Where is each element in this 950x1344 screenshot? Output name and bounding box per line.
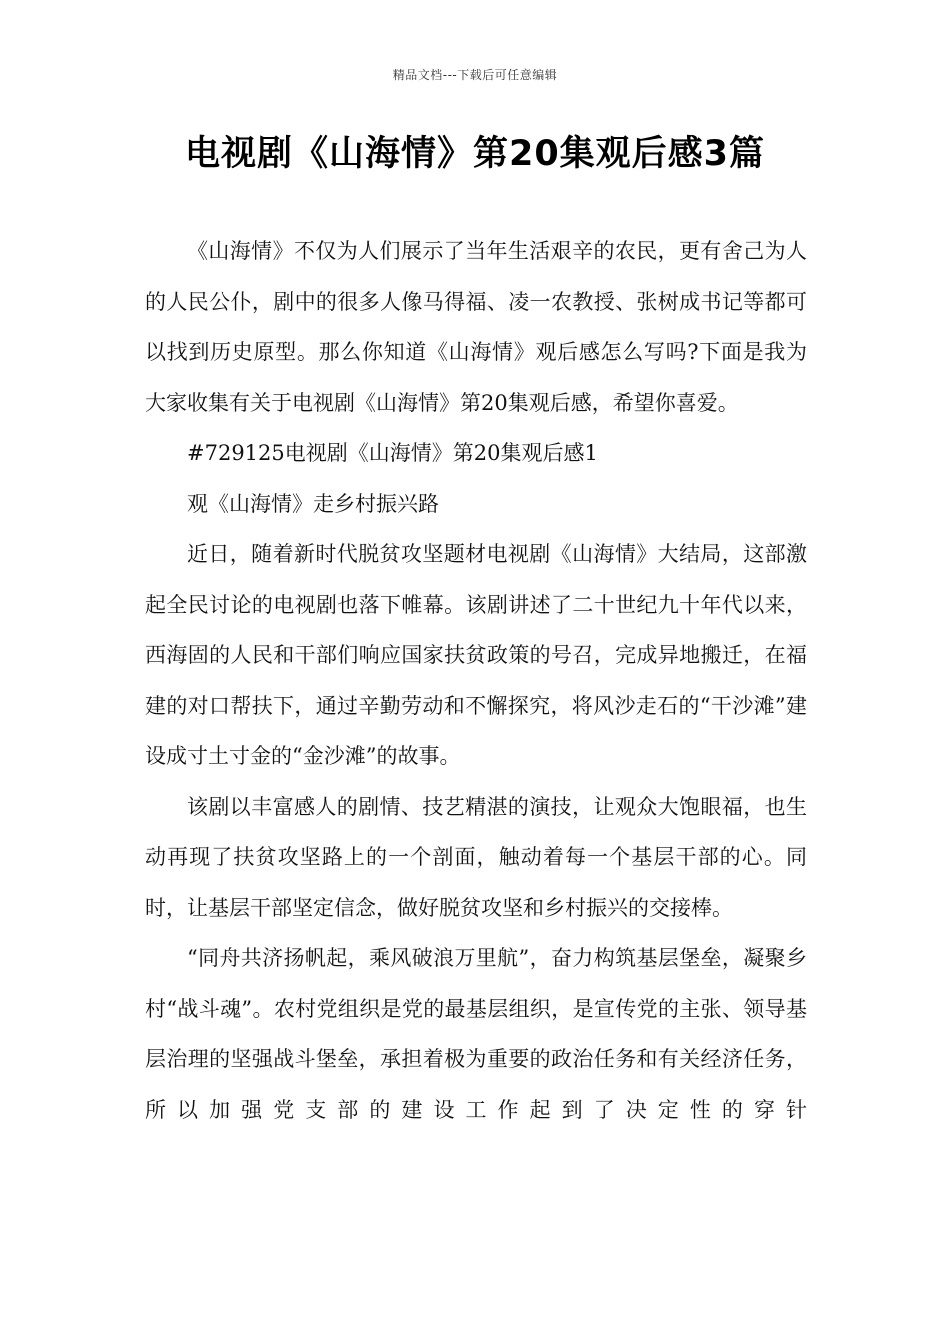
body-paragraph: 近日，随着新时代脱贫攻坚题材电视剧《山海情》大结局，这部激起全民讨论的电视剧也落下帷幕。该剧讲述了二十世纪九十年代以来，西海固的人民和干部们响应国家扶贫政策的号召，完成异地搬迁，在福建的对口帮扶下，通过辛勤劳动和不懈探究，将风沙走石的“干沙滩”建设成寸土寸金的“金沙滩”的故事。: [145, 542, 807, 768]
article-subtitle: 观《山海情》走乡村振兴路: [187, 491, 439, 516]
document-title: 电视剧《山海情》第20集观后感3篇: [184, 134, 766, 174]
document-body: [145, 226, 807, 1135]
body-paragraph: “同舟共济扬帆起，乘风破浪万里航”，奋力构筑基层堡垒，凝聚乡村“战斗魂”。农村党组织是党的最基层组织，是宣传党的主张、领导基层治理的坚强战斗堡垒，承担着极为重要的政治任务和有关经济任务，所以加强党支部的建设工作起到了决定性的穿针: [145, 946, 807, 1122]
section-heading: #729125电视剧《山海情》第20集观后感1: [187, 441, 598, 465]
body-paragraph: 该剧以丰富感人的剧情、技艺精湛的演技，让观众大饱眼福，也生动再现了扶贫攻坚路上的一个剖面，触动着每一个基层干部的心。同时，让基层干部坚定信念，做好脱贫攻坚和乡村振兴的交接棒。: [145, 794, 807, 920]
header-note: 精品文档---下载后可任意编辑: [392, 68, 558, 82]
intro-paragraph: 《山海情》不仅为人们展示了当年生活艰辛的农民，更有舍己为人的人民公仆，剧中的很多人像马得福、凌一农教授、张树成书记等都可以找到历史原型。那么你知道《山海情》观后感怎么写吗?下面是我为大家收集有关于电视剧《山海情》第20集观后感，希望你喜爱。: [145, 239, 807, 415]
